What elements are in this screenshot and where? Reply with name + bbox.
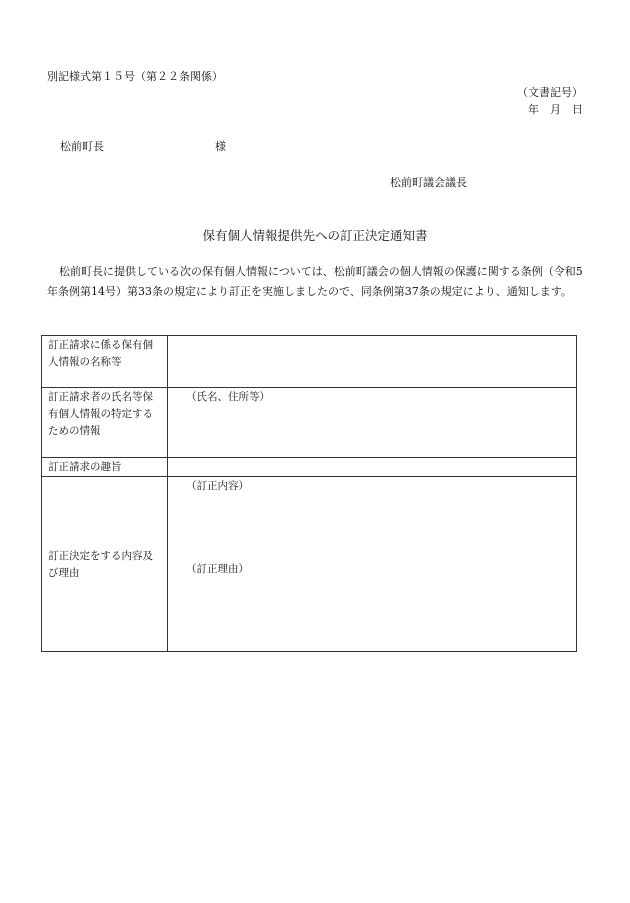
addressee-name: 松前町長 — [60, 140, 104, 153]
table-row — [42, 477, 577, 652]
row-label: 訂正請求に係る保有個人情報の名称等 — [42, 336, 168, 388]
row-value — [168, 477, 577, 652]
table-row — [42, 458, 577, 477]
document-title: 保有個人情報提供先への訂正決定通知書 — [202, 228, 428, 243]
table-row — [42, 388, 577, 458]
sender: 松前町議会議長 — [390, 176, 467, 189]
correction-reason-note: （訂正理由） — [186, 563, 249, 575]
body-text: 松前町長に提供している次の保有個人情報については、松前町議会の個人情報の保護に関する条例（令和5年条例第14号）第33条の規定により訂正を実施しましたので、同条例第37条の規定により、通知します。 — [47, 265, 583, 298]
addressee — [60, 138, 226, 154]
addressee-honorific: 様 — [215, 140, 226, 153]
row-note: （氏名、住所等） — [186, 391, 270, 403]
form-code: 別記様式第１５号（第２２条関係） — [47, 70, 223, 83]
table-row — [42, 336, 577, 388]
notice-table — [41, 335, 577, 652]
row-value — [168, 388, 577, 458]
correction-content-note: （訂正内容） — [186, 480, 249, 492]
document-date: 年 月 日 — [528, 103, 583, 116]
document-number: （文書記号） — [517, 86, 583, 99]
row-label: 訂正請求者の氏名等保有個人情報の特定するための情報 — [42, 388, 168, 458]
row-label: 訂正請求の趣旨 — [42, 458, 168, 477]
row-value — [168, 336, 577, 388]
row-label: 訂正決定をする内容及び理由 — [42, 477, 168, 652]
row-value — [168, 458, 577, 477]
